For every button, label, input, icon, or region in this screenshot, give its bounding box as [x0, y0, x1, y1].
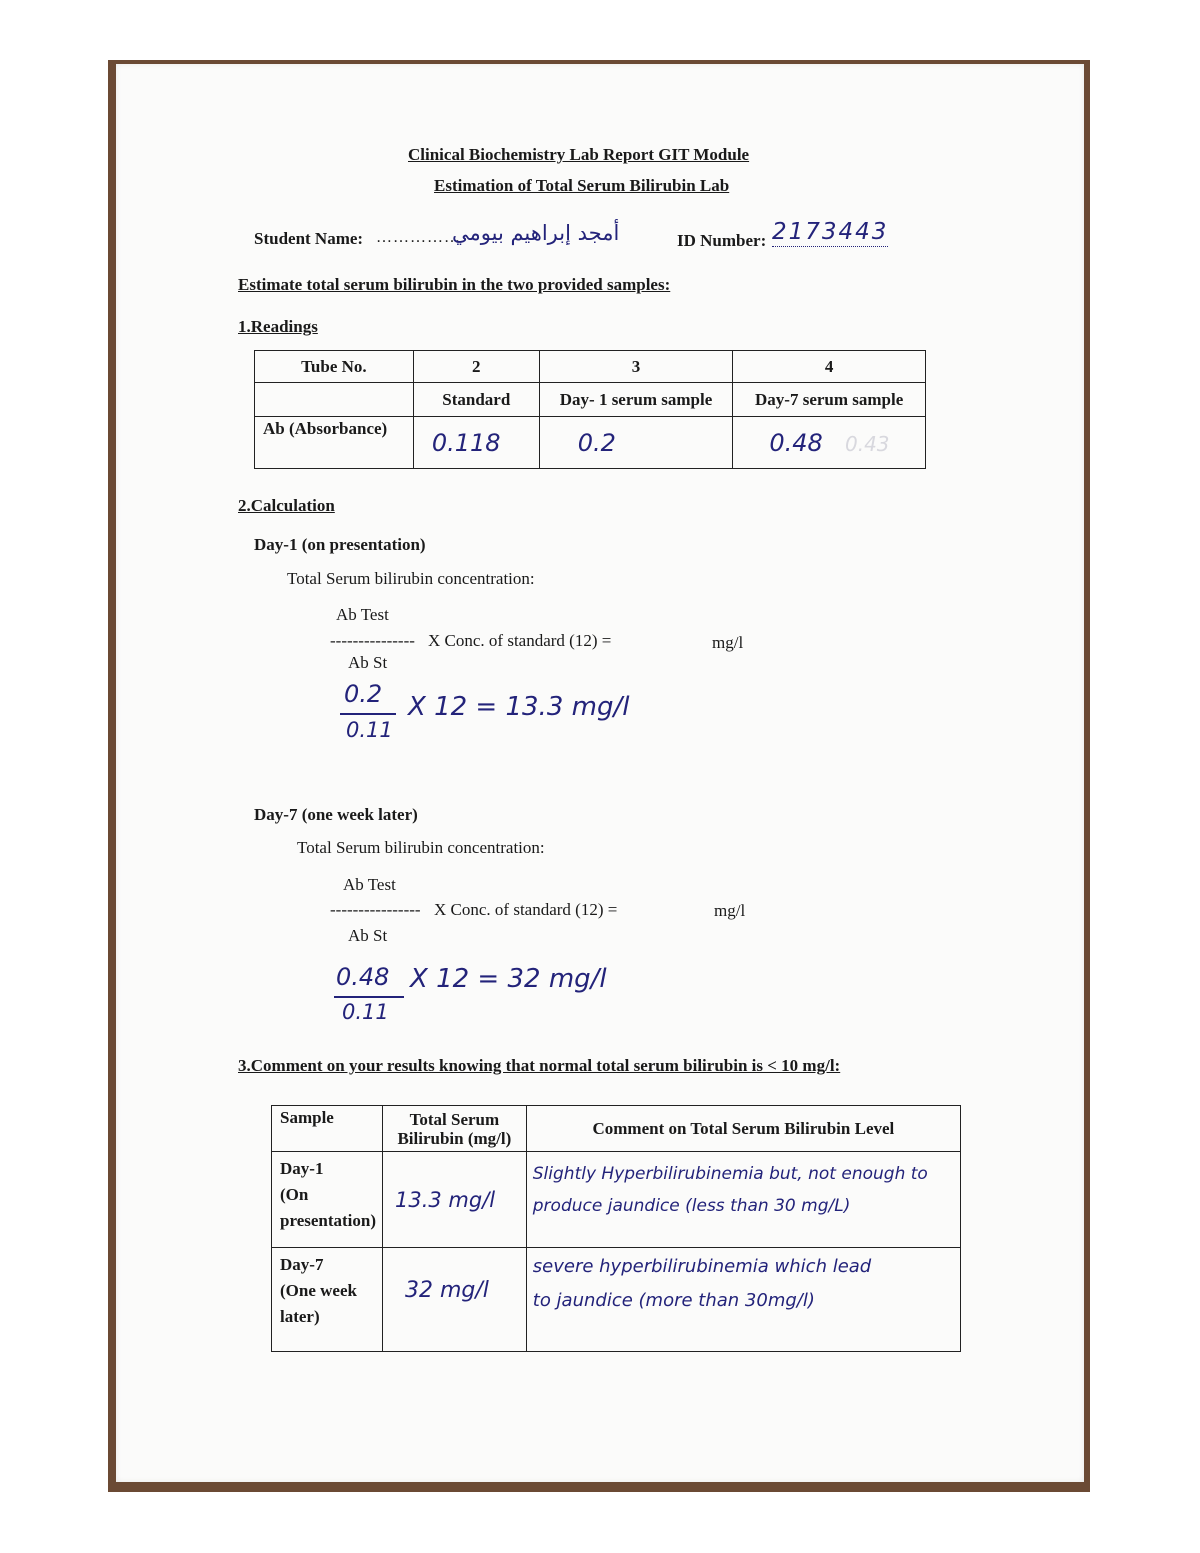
sample-col-header: Sample — [272, 1106, 383, 1152]
comment-row-day1 — [272, 1152, 961, 1248]
day7-hw-numerator: 0.48 — [336, 963, 390, 991]
day7-sample-line2: (One week — [280, 1281, 357, 1300]
day1-ab-value: 0.2 — [577, 428, 616, 457]
day1-unit: mg/l — [712, 633, 744, 652]
day1-numerator-label: Ab Test — [336, 605, 389, 624]
id-number-value: 2173443 — [772, 219, 889, 245]
absorbance-label: Ab (Absorbance) — [255, 417, 414, 469]
standard-ab-value: 0.118 — [431, 428, 501, 457]
day7-denominator-label: Ab St — [348, 926, 388, 945]
day7-sample-line3: later) — [280, 1307, 320, 1326]
day7-sample-label: Day-7 serum sample — [733, 383, 926, 417]
student-name-value: أمجد إبراهيم بيومي — [452, 221, 620, 245]
day1-formula-dashes: --------------- — [330, 631, 415, 650]
day7-value-cell — [382, 1248, 526, 1352]
day1-sample-label: Day- 1 serum sample — [539, 383, 733, 417]
day1-fraction-line — [340, 713, 396, 715]
day1-value: 13.3 mg/l — [394, 1187, 496, 1212]
day1-ab-cell — [539, 417, 733, 469]
total-bilirubin-col-header: Total Serum Bilirubin (mg/l) — [382, 1106, 526, 1152]
comment-heading: 3.Comment on your results knowing that normal total serum bilirubin is < 10 mg/l: — [238, 1056, 841, 1075]
day7-formula-dashes: ---------------- — [330, 900, 421, 919]
comment-col-header: Comment on Total Serum Bilirubin Level — [526, 1106, 960, 1152]
day7-comment-line2: to jaundice (more than 30mg/l) — [532, 1290, 815, 1311]
day1-denominator-label: Ab St — [348, 653, 388, 672]
readings-header-row — [255, 351, 926, 383]
day1-sample-cell — [272, 1152, 383, 1248]
instruction-text: Estimate total serum bilirubin in the two provided samples: — [238, 275, 671, 294]
day1-hw-numerator: 0.2 — [344, 680, 383, 708]
day7-concentration-label: Total Serum bilirubin concentration: — [297, 838, 545, 857]
report-subtitle: Estimation of Total Serum Bilirubin Lab — [434, 176, 730, 195]
day7-hw-denominator: 0.11 — [342, 1000, 389, 1024]
day7-fraction-line — [334, 996, 404, 998]
student-name-leader: …………… — [376, 229, 461, 246]
report-title: Clinical Biochemistry Lab Report GIT Module — [408, 145, 750, 164]
readings-table — [254, 350, 926, 469]
comment-row-day7 — [272, 1248, 961, 1352]
comment-header-row — [272, 1106, 961, 1152]
day7-title: Day-7 (one week later) — [254, 805, 418, 824]
readings-heading: 1.Readings — [238, 317, 318, 336]
day7-comment-line1: severe hyperbilirubinemia which lead — [532, 1256, 872, 1277]
tube-3-header: 3 — [539, 351, 733, 383]
day1-title: Day-1 (on presentation) — [254, 535, 426, 554]
day7-value: 32 mg/l — [404, 1278, 489, 1303]
day1-comment-line1: Slightly Hyperbilirubinemia but, not enough to — [532, 1164, 928, 1184]
day1-sample-line1: Day-1 — [280, 1159, 324, 1178]
day1-hw-denominator: 0.11 — [346, 718, 393, 742]
day7-unit: mg/l — [714, 901, 746, 920]
day1-comment-cell — [526, 1152, 960, 1248]
student-name-label: Student Name: — [254, 229, 364, 248]
readings-type-row — [255, 383, 926, 417]
day7-numerator-label: Ab Test — [343, 875, 396, 894]
day1-value-cell — [382, 1152, 526, 1248]
day7-ab-cell — [733, 417, 926, 469]
day1-hw-result: X 12 = 13.3 mg/l — [408, 692, 630, 722]
comment-table — [271, 1105, 961, 1352]
tube-4-header: 4 — [733, 351, 926, 383]
day7-hw-result: X 12 = 32 mg/l — [410, 964, 607, 994]
day1-sample-line2: (On — [280, 1185, 309, 1204]
day7-sample-cell — [272, 1248, 383, 1352]
standard-ab-cell — [413, 417, 539, 469]
day7-ab-faint-value: 0.43 — [845, 431, 890, 456]
day7-formula-text: X Conc. of standard (12) = — [434, 900, 618, 919]
day1-formula-text: X Conc. of standard (12) = — [428, 631, 612, 650]
day1-concentration-label: Total Serum bilirubin concentration: — [287, 569, 535, 588]
tube-2-header: 2 — [413, 351, 539, 383]
type-empty-cell — [255, 383, 414, 417]
day7-comment-cell — [526, 1248, 960, 1352]
standard-label: Standard — [413, 383, 539, 417]
readings-ab-row — [255, 417, 926, 469]
tube-no-header: Tube No. — [255, 351, 414, 383]
day1-comment-line2: produce jaundice (less than 30 mg/L) — [532, 1196, 851, 1216]
day1-sample-line3: presentation) — [280, 1211, 377, 1230]
day7-sample-line1: Day-7 — [280, 1255, 324, 1274]
day7-ab-value: 0.48 — [769, 428, 823, 457]
calculation-heading: 2.Calculation — [238, 496, 335, 515]
id-number-label: ID Number: — [677, 231, 767, 250]
